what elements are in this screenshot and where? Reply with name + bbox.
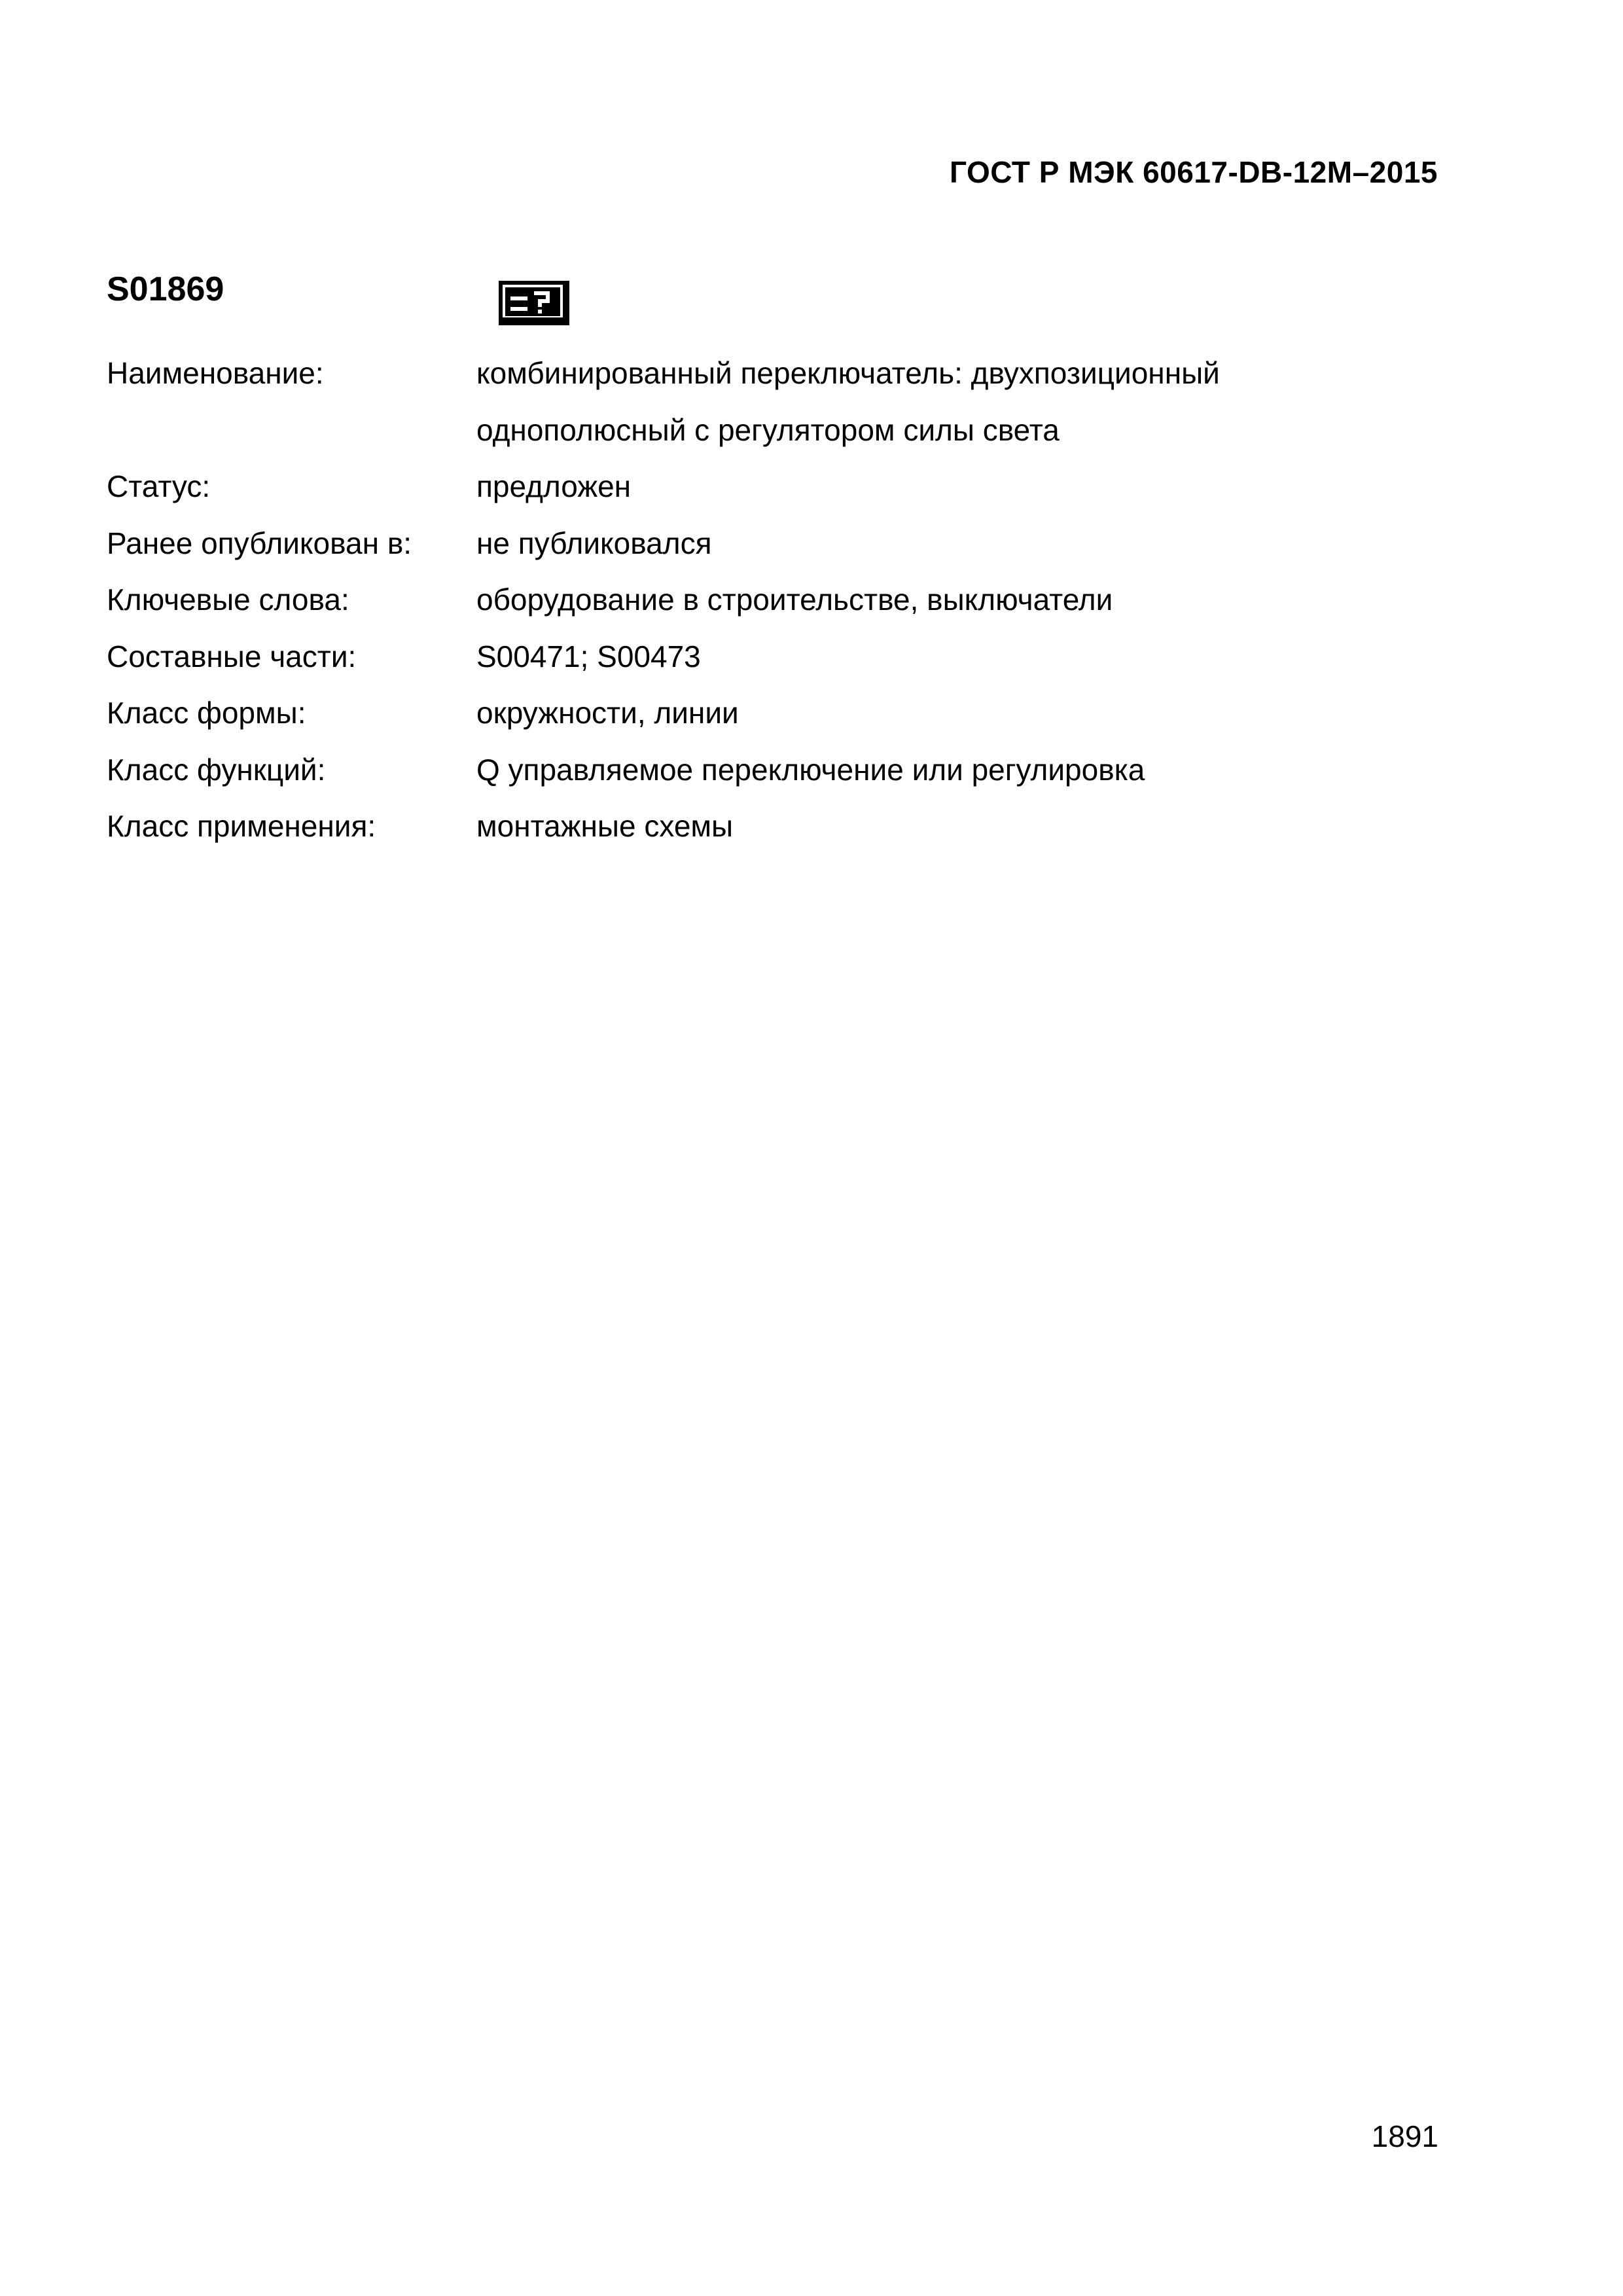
attribute-label: Класс формы: [107, 696, 306, 730]
attribute-value-line: оборудование в строительстве, выключатели [476, 583, 1113, 617]
attribute-value-line: однополюсный с регулятором силы света [476, 412, 1060, 447]
attribute-value [476, 798, 1416, 855]
attribute-value [476, 742, 1416, 798]
attribute-row [107, 628, 1416, 685]
attribute-row [107, 742, 1416, 798]
attribute-label: Класс применения: [107, 809, 376, 843]
attribute-row [107, 458, 1416, 515]
attribute-label: Ранее опубликован в: [107, 526, 412, 560]
attribute-label: Класс функций: [107, 752, 326, 787]
attribute-value-line: монтажные схемы [476, 809, 734, 843]
attribute-label: Составные части: [107, 639, 357, 673]
attribute-value-line: Q управляемое переключение или регулировка [476, 752, 1145, 787]
attribute-value [476, 345, 1416, 458]
attribute-label: Наименование: [107, 356, 324, 390]
attribute-label: Ключевые слова: [107, 583, 349, 617]
attribute-value [476, 571, 1416, 628]
attribute-value-line: комбинированный переключатель: двухпозиционный [476, 356, 1220, 390]
document-standard-header: ГОСТ Р МЭК 60617-DB-12M–2015 [950, 155, 1438, 189]
attribute-value [476, 458, 1416, 515]
attribute-row [107, 571, 1416, 628]
attribute-row [107, 515, 1416, 572]
attribute-label: Статус: [107, 469, 211, 503]
status-proposed-icon [496, 278, 572, 328]
attribute-value [476, 685, 1416, 742]
symbol-code: S01869 [107, 270, 224, 308]
attribute-value-line: не публиковался [476, 526, 712, 560]
attribute-value-line: окружности, линии [476, 696, 739, 730]
attribute-value [476, 515, 1416, 572]
attribute-value-line: S00471; S00473 [476, 639, 701, 673]
attribute-value [476, 628, 1416, 685]
attribute-row [107, 685, 1416, 742]
page-number: 1891 [1371, 2119, 1438, 2153]
attribute-row [107, 345, 1416, 458]
attribute-value-line: предложен [476, 469, 632, 503]
attribute-row [107, 798, 1416, 855]
symbol-attributes [107, 345, 1416, 855]
